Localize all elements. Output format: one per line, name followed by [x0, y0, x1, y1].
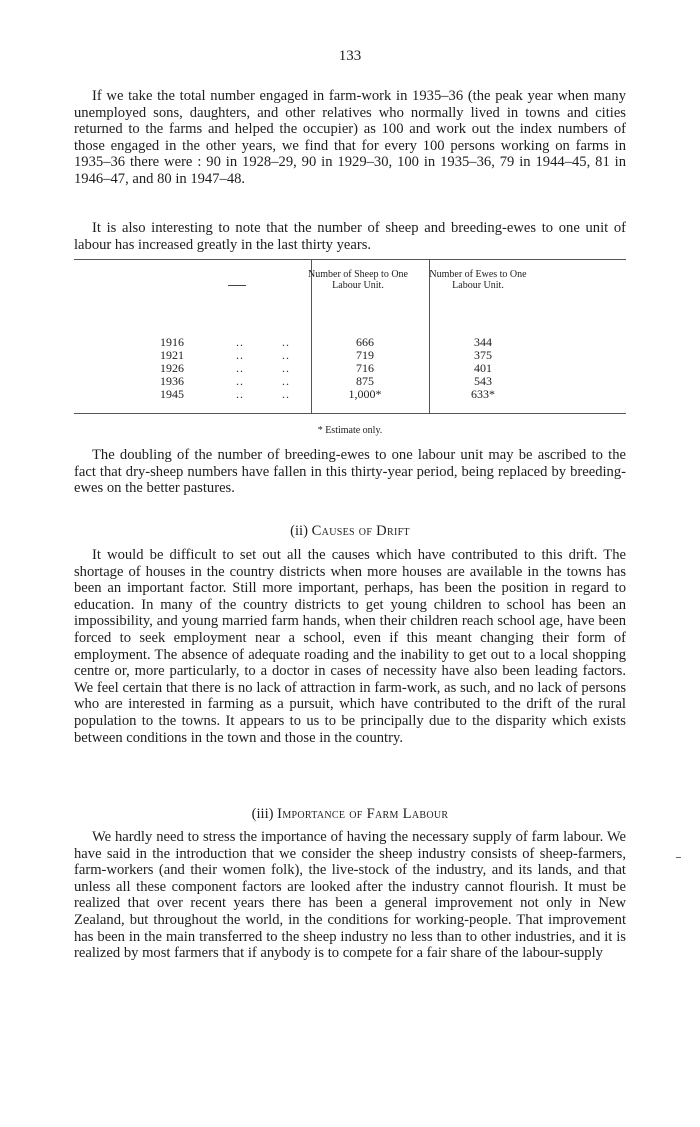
section-heading-causes-of-drift [0, 523, 700, 540]
page-number: 133 [338, 48, 362, 64]
paragraph-sheep-per-labour [74, 220, 626, 253]
table-cell-sheep: 666 [356, 335, 374, 349]
table-cell-year: 1916 [160, 335, 184, 349]
table-cell-sheep: 875 [356, 374, 374, 388]
table-top-rule [74, 259, 626, 260]
table-cell-sheep: 716 [356, 361, 374, 375]
table-cell-ewes: 543 [474, 374, 492, 388]
table-row [0, 362, 700, 374]
table-cell-ewes: 375 [474, 348, 492, 362]
section-number: (ii) [290, 523, 308, 539]
paragraph-farm-work-index [74, 88, 626, 188]
table-stub-header [228, 285, 246, 286]
table-cell-year: 1936 [160, 374, 184, 388]
table-leader: .. [236, 348, 244, 362]
table-row [0, 336, 700, 348]
table-cell-year: 1921 [160, 348, 184, 362]
table-bottom-rule [74, 413, 626, 414]
table-cell-year: 1926 [160, 361, 184, 375]
table-cell-ewes: 633* [471, 387, 495, 401]
section-title: Causes of Drift [311, 523, 410, 539]
table-cell-sheep: 1,000* [348, 387, 382, 401]
table-leader: .. [282, 387, 290, 401]
paragraph-causes-of-drift [74, 547, 626, 746]
table-cell-ewes: 401 [474, 361, 492, 375]
table-cell-sheep: 719 [356, 348, 374, 362]
table-footnote: * Estimate only. [317, 425, 383, 436]
table-leader: .. [282, 361, 290, 375]
paragraph-importance-of-farm-labour [74, 829, 626, 962]
table-header-sheep: Number of Sheep to One Labour Unit. [308, 269, 408, 291]
paragraph-text: We hardly need to stress the importance of having the necessary supply of farm labour. We have said in the introduction that we consider the sheep industry consists of sheep-farmers, farm-workers (and their women folk), the live-stock of the industry, and its lands, and that unless all these component factors are looked after the industry cannot flourish. It must be realized that over recent years there has been a general improvement not only in New Zealand, but throughout the world, in the conditions for working-people. That improvement has been in the main transferred to the sheep industry no less than to other industries, and it is realized by most farmers that if anybody is to compete for a fair share of the labour-supply [74, 829, 626, 962]
margin-mark [676, 857, 681, 858]
section-number: (iii) [251, 806, 274, 822]
paragraph-text: The doubling of the number of breeding-ewes to one labour unit may be ascribed to the fact that dry-sheep numbers have fallen in this thirty-year period, being replaced by breeding-ewes on the better pastures. [74, 447, 626, 497]
table-leader: .. [236, 387, 244, 401]
table-header-ewes: Number of Ewes to One Labour Unit. [429, 269, 527, 291]
paragraph-text: It would be difficult to set out all the causes which have contributed to this drift. The shortage of houses in the country districts when more houses are available in the towns has been an important factor. Still more important, perhaps, has been the position in regard to education. In many of the country districts to get young children to school has been an impossibility, and young married farm hands, when their children reach school age, have been forced to seek employment near a school, even if this meant changing their form of employment. The absence of adequate roading and the inability to get out to a local shopping centre or, more particularly, to a doctor in cases of necessity have also been leading factors. We feel certain that there is no lack of attraction in farm-work, as such, and no lack of persons who are interested in farming as a pursuit, which have contributed to the drift of the rural population to the towns. It appears to us to be principally due to the disparity which exists between conditions in the town and those in the country. [74, 547, 626, 746]
table-leader: .. [282, 348, 290, 362]
table-row [0, 349, 700, 361]
paragraph-breeding-ewes [74, 447, 626, 497]
paragraph-text: If we take the total number engaged in farm-work in 1935–36 (the peak year when many unemployed sons, daughters, and other relatives who normally lived in towns and cities returned to the farms and helped the occupier) as 100 and work out the index numbers of those engaged in the other years, we find that for every 100 persons working on farms in 1935–36 there were : 90 in 1928–29, 90 in 1929–30, 100 in 1935–36, 79 in 1944–45, 81 in 1946–47, and 80 in 1947–48. [74, 88, 626, 187]
table-leader: .. [282, 374, 290, 388]
table-row [0, 375, 700, 387]
table-cell-ewes: 344 [474, 335, 492, 349]
table-cell-year: 1945 [160, 387, 184, 401]
table-row [0, 388, 700, 400]
section-title: Importance of Farm Labour [277, 806, 449, 822]
table-leader: .. [282, 335, 290, 349]
section-heading-importance-of-farm-labour [0, 806, 700, 823]
table-leader: .. [236, 374, 244, 388]
table-leader: .. [236, 361, 244, 375]
table-leader: .. [236, 335, 244, 349]
paragraph-text: It is also interesting to note that the number of sheep and breeding-ewes to one unit of labour has increased greatly in the last thirty years. [74, 220, 626, 253]
